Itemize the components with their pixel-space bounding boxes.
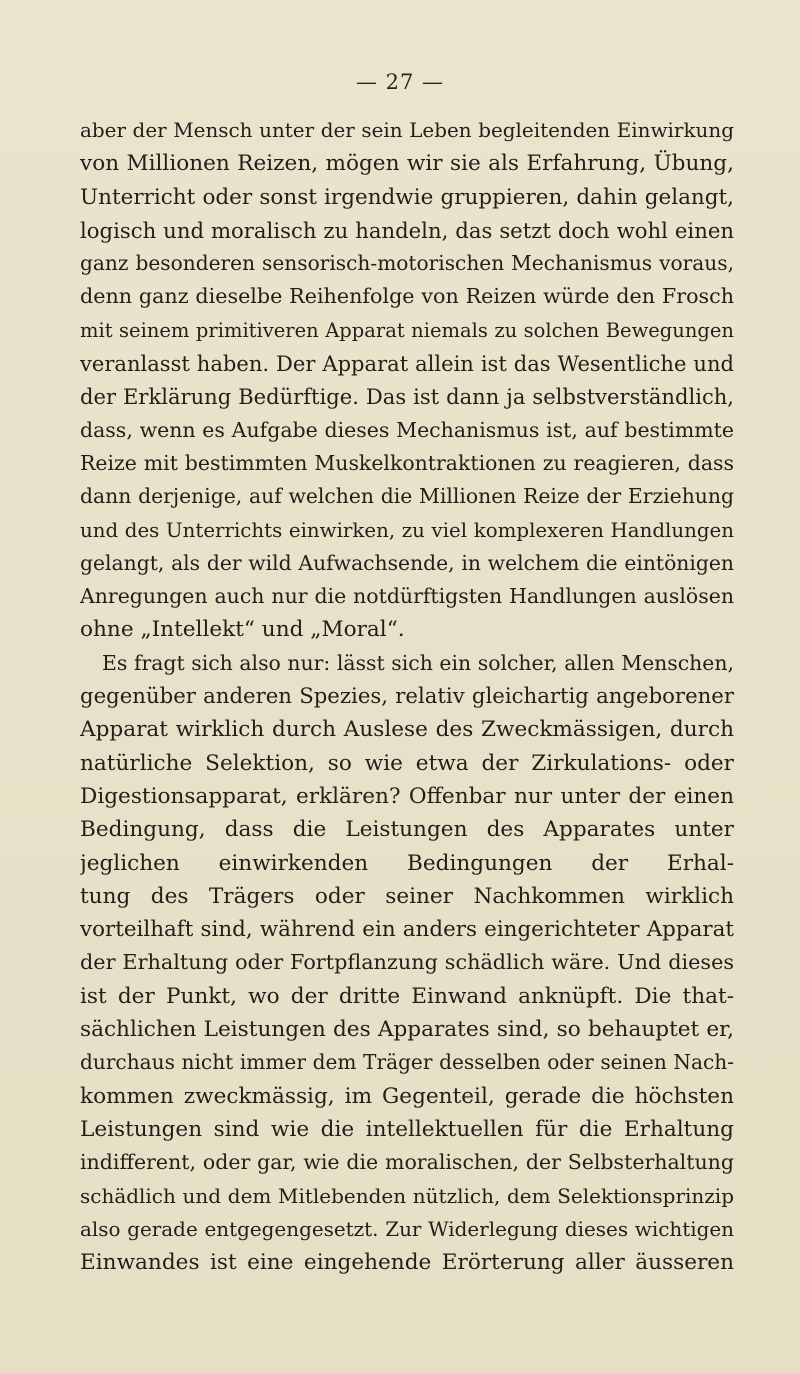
text-line: schädlich und dem Mitlebenden nützlich, dem Selektionsprinzip	[80, 1183, 734, 1208]
text-line: dann derjenige, auf welchen die Millionen Reize der Erziehung	[80, 484, 734, 509]
text-line: kommen zweckmässig, im Gegenteil, gerade die höchsten	[80, 1083, 734, 1109]
text-line: der Erklärung Bedürftige. Das ist dann ja selbstverständlich,	[80, 384, 734, 410]
text-line: Es fragt sich also nur: lässt sich ein solcher, allen Menschen,	[102, 650, 734, 675]
text-line: natürliche Selektion, so wie etwa der Zirkulations- oder	[80, 750, 734, 776]
body-text	[80, 114, 734, 1279]
text-line: durchaus nicht immer dem Träger desselben oder seinen Nach-	[80, 1050, 734, 1075]
text-line: sächlichen Leistungen des Apparates sind, so behauptet er,	[80, 1017, 734, 1043]
text-line: vorteilhaft sind, während ein anders eingerichteter Apparat	[80, 917, 734, 943]
text-line: Einwandes ist eine eingehende Erörterung aller äusseren	[80, 1250, 734, 1276]
text-line: aber der Mensch unter der sein Leben begleitenden Einwirkung	[80, 118, 734, 142]
text-line: veranlasst haben. Der Apparat allein ist das Wesentliche und	[80, 351, 734, 377]
text-line: ganz besonderen sensorisch-motorischen Mechanismus voraus,	[80, 251, 734, 276]
text-line: jeglichen einwirkenden Bedingungen der Erhal-	[80, 850, 734, 876]
text-line: also gerade entgegengesetzt. Zur Widerlegung dieses wichtigen	[80, 1216, 734, 1241]
text-line: und des Unterrichts einwirken, zu viel komplexeren Handlungen	[80, 518, 734, 542]
text-line: logisch und moralisch zu handeln, das setzt doch wohl einen	[80, 217, 734, 243]
text-line: der Erhaltung oder Fortpflanzung schädlich wäre. Und dieses	[80, 950, 734, 975]
text-line: mit seinem primitiveren Apparat niemals zu solchen Bewegungen	[80, 318, 734, 342]
text-line: Digestionsapparat, erklären? Offenbar nur unter der einen	[80, 783, 734, 809]
text-line: dass, wenn es Aufgabe dieses Mechanismus ist, auf bestimmte	[80, 417, 734, 442]
text-line: tung des Trägers oder seiner Nachkommen wirklich	[80, 883, 734, 909]
text-line: indifferent, oder gar, wie die moralischen, der Selbsterhaltung	[80, 1150, 734, 1175]
text-line: ohne „Intellekt“ und „Moral“.	[80, 617, 405, 643]
text-line: Leistungen sind wie die intellektuellen für die Erhaltung	[80, 1116, 734, 1142]
text-line: denn ganz dieselbe Reihenfolge von Reizen würde den Frosch	[80, 284, 734, 309]
text-line: Bedingung, dass die Leistungen des Apparates unter	[80, 817, 734, 843]
text-line: Unterricht oder sonst irgendwie gruppieren, dahin gelangt,	[80, 184, 734, 210]
text-line: ist der Punkt, wo der dritte Einwand anknüpft. Die that-	[80, 983, 734, 1009]
text-line: gelangt, als der wild Aufwachsende, in welchem die eintönigen	[80, 550, 734, 575]
text-line: von Millionen Reizen, mögen wir sie als Erfahrung, Übung,	[80, 151, 734, 177]
text-line: Reize mit bestimmten Muskelkontraktionen zu reagieren, dass	[80, 450, 734, 475]
text-line: gegenüber anderen Spezies, relativ gleichartig angeborener	[80, 684, 734, 710]
text-line: Apparat wirklich durch Auslese des Zweckmässigen, durch	[80, 717, 734, 743]
text-line: Anregungen auch nur die notdürftigsten Handlungen auslösen	[80, 584, 734, 609]
page-number: — 27 —	[355, 70, 445, 94]
